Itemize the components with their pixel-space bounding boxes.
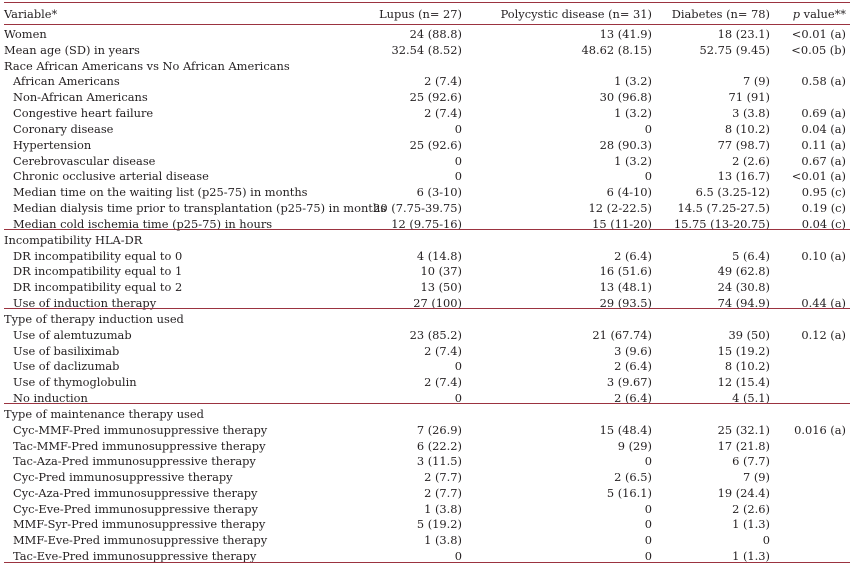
top-rule (4, 2, 850, 3)
cell-polycystic: 1 (3.2) (614, 74, 652, 88)
cell-polycystic: 0 (644, 502, 652, 516)
row-label: Type of therapy induction used (4, 312, 184, 326)
row-label: MMF-Eve-Pred immunosuppressive therapy (13, 533, 268, 547)
table-row (2, 168, 848, 184)
table-row (2, 422, 848, 438)
cell-diabetes: 18 (23.1) (717, 27, 770, 41)
cell-p-value: 0.10 (a) (801, 249, 846, 263)
section-header-row (2, 311, 848, 327)
cell-polycystic: 0 (644, 549, 652, 563)
table-row (2, 485, 848, 501)
row-label: Cyc-Eve-Pred immunosuppressive therapy (13, 502, 258, 516)
cell-p-value: 0.69 (a) (801, 106, 846, 120)
cell-p-value: 0.04 (a) (801, 122, 846, 136)
cell-polycystic: 5 (16.1) (606, 486, 652, 500)
header-rule (4, 24, 850, 25)
cell-polycystic: 3 (9.6) (614, 344, 652, 358)
table-row (2, 153, 848, 169)
table-header (2, 6, 848, 22)
row-label: Median time on the waiting list (p25-75) in months (13, 185, 308, 199)
table-row (2, 121, 848, 137)
cell-lupus: 6 (3-10) (416, 185, 462, 199)
table-row (2, 343, 848, 359)
cell-p-value: <0.01 (a) (791, 27, 846, 41)
header-polycystic: Polycystic disease (n= 31) (500, 7, 652, 21)
cell-diabetes: 6.5 (3.25-12) (695, 185, 770, 199)
cell-p-value: 0.95 (c) (801, 185, 846, 199)
cell-p-value: 0.67 (a) (801, 154, 846, 168)
cell-diabetes: 39 (50) (728, 328, 770, 342)
cell-polycystic: 16 (51.6) (599, 264, 652, 278)
table-row (2, 184, 848, 200)
cell-p-value: <0.01 (a) (791, 169, 846, 183)
header-lupus: Lupus (n= 27) (379, 7, 462, 21)
row-label: Congestive heart failure (13, 106, 154, 120)
table-row (2, 469, 848, 485)
cell-p-value: 0.19 (c) (801, 201, 846, 215)
table-row (2, 327, 848, 343)
row-label: Use of basiliximab (13, 344, 120, 358)
cell-diabetes: 1 (1.3) (732, 517, 770, 531)
row-label: African Americans (13, 74, 120, 88)
cell-polycystic: 30 (96.8) (599, 90, 652, 104)
cell-lupus: 32.54 (8.52) (391, 43, 462, 57)
cell-diabetes: 1 (1.3) (732, 549, 770, 563)
cell-p-value: 0.11 (a) (801, 138, 846, 152)
row-label: Tac-MMF-Pred immunosuppressive therapy (13, 439, 266, 453)
cell-polycystic: 0 (644, 533, 652, 547)
cell-lupus: 0 (454, 154, 462, 168)
cell-p-value: 0.12 (a) (801, 328, 846, 342)
section-header-row (2, 58, 848, 74)
table-row (2, 42, 848, 58)
cell-lupus: 0 (454, 391, 462, 405)
header-diabetes: Diabetes (n= 78) (671, 7, 770, 21)
row-label: Use of alemtuzumab (13, 328, 132, 342)
cell-polycystic: 48.62 (8.15) (581, 43, 652, 57)
cell-lupus: 6 (22.2) (416, 439, 462, 453)
cell-diabetes: 24 (30.8) (717, 280, 770, 294)
row-label: Median cold ischemia time (p25-75) in hours (13, 217, 273, 231)
cell-polycystic: 13 (41.9) (599, 27, 652, 41)
row-label: Race African Americans vs No African Americans (4, 59, 290, 73)
cell-polycystic: 15 (48.4) (599, 423, 652, 437)
cell-diabetes: 7 (9) (742, 470, 770, 484)
table-row (2, 200, 848, 216)
cell-lupus: 23 (85.2) (409, 328, 462, 342)
row-label: Non-African Americans (13, 90, 148, 104)
cell-diabetes: 0 (762, 533, 770, 547)
table-row (2, 26, 848, 42)
row-label: Use of induction therapy (13, 296, 157, 310)
cell-diabetes: 8 (10.2) (724, 359, 770, 373)
cell-diabetes: 19 (24.4) (717, 486, 770, 500)
cell-polycystic: 2 (6.4) (614, 249, 652, 263)
cell-diabetes: 2 (2.6) (732, 502, 770, 516)
row-label: Women (4, 27, 47, 41)
cell-lupus: 0 (454, 359, 462, 373)
section-rule (4, 229, 850, 230)
cell-diabetes: 52.75 (9.45) (699, 43, 770, 57)
cell-diabetes: 5 (6.4) (732, 249, 770, 263)
table-row (2, 73, 848, 89)
cell-lupus: 0 (454, 549, 462, 563)
cell-polycystic: 3 (9.67) (606, 375, 652, 389)
cell-polycystic: 15 (11-20) (592, 217, 652, 231)
cell-polycystic: 13 (48.1) (599, 280, 652, 294)
row-label: No induction (13, 391, 88, 405)
header-p-letter: p (792, 7, 801, 21)
table-row (2, 263, 848, 279)
cell-diabetes: 17 (21.8) (717, 439, 770, 453)
cell-diabetes: 49 (62.8) (717, 264, 770, 278)
row-label: Chronic occlusive arterial disease (13, 169, 209, 183)
cell-diabetes: 15.75 (13-20.75) (673, 217, 770, 231)
cell-diabetes: 8 (10.2) (724, 122, 770, 136)
cell-diabetes: 77 (98.7) (717, 138, 770, 152)
cell-lupus: 24 (88.8) (409, 27, 462, 41)
row-label: Use of daclizumab (13, 359, 120, 373)
cell-lupus: 5 (19.2) (416, 517, 462, 531)
cell-lupus: 2 (7.7) (424, 486, 462, 500)
cell-polycystic: 0 (644, 454, 652, 468)
table-row (2, 358, 848, 374)
cell-lupus: 0 (454, 169, 462, 183)
section-rule (4, 308, 850, 309)
cell-lupus: 1 (3.8) (424, 533, 462, 547)
cell-lupus: 20 (7.75-39.75) (373, 201, 462, 215)
cell-p-value: 0.58 (a) (801, 74, 846, 88)
cell-diabetes: 15 (19.2) (717, 344, 770, 358)
cell-diabetes: 4 (5.1) (732, 391, 770, 405)
cell-polycystic: 1 (3.2) (614, 106, 652, 120)
cell-lupus: 27 (100) (413, 296, 462, 310)
cell-diabetes: 3 (3.8) (732, 106, 770, 120)
row-label: Incompatibility HLA-DR (4, 233, 143, 247)
cell-lupus: 0 (454, 122, 462, 136)
row-label: Hypertension (13, 138, 92, 152)
row-label: Mean age (SD) in years (4, 43, 140, 57)
row-label: DR incompatibility equal to 2 (13, 280, 183, 294)
cell-p-value: <0.05 (b) (791, 43, 846, 57)
cell-diabetes: 6 (7.7) (732, 454, 770, 468)
cell-polycystic: 9 (29) (617, 439, 652, 453)
cell-lupus: 12 (9.75-16) (391, 217, 462, 231)
cell-lupus: 2 (7.4) (424, 375, 462, 389)
cell-diabetes: 12 (15.4) (717, 375, 770, 389)
cell-polycystic: 0 (644, 517, 652, 531)
row-label: Median dialysis time prior to transplantation (p25-75) in months (13, 201, 387, 215)
section-header-row (2, 406, 848, 422)
section-header-row (2, 232, 848, 248)
header-variable: Variable* (4, 7, 58, 21)
table-row (2, 105, 848, 121)
cell-lupus: 4 (14.8) (416, 249, 462, 263)
cell-lupus: 2 (7.4) (424, 74, 462, 88)
row-label: DR incompatibility equal to 0 (13, 249, 183, 263)
row-label: Type of maintenance therapy used (4, 407, 204, 421)
row-label: Cyc-Pred immunosuppressive therapy (13, 470, 233, 484)
cell-diabetes: 7 (9) (742, 74, 770, 88)
cell-lupus: 1 (3.8) (424, 502, 462, 516)
cell-diabetes: 14.5 (7.25-27.5) (677, 201, 770, 215)
cell-polycystic: 28 (90.3) (599, 138, 652, 152)
cell-lupus: 2 (7.4) (424, 344, 462, 358)
table-row (2, 137, 848, 153)
table-row (2, 248, 848, 264)
row-label: MMF-Syr-Pred immunosuppressive therapy (13, 517, 266, 531)
table-row (2, 89, 848, 105)
cell-p-value: 0.04 (c) (801, 217, 846, 231)
cell-diabetes: 13 (16.7) (717, 169, 770, 183)
cell-polycystic: 12 (2-22.5) (588, 201, 652, 215)
cell-polycystic: 2 (6.4) (614, 359, 652, 373)
section-rule (4, 403, 850, 404)
cell-polycystic: 0 (644, 122, 652, 136)
row-label: DR incompatibility equal to 1 (13, 264, 183, 278)
row-label: Use of thymoglobulin (13, 375, 137, 389)
cell-polycystic: 21 (67.74) (592, 328, 652, 342)
row-label: Cyc-MMF-Pred immunosuppressive therapy (13, 423, 268, 437)
cell-polycystic: 0 (644, 169, 652, 183)
cell-diabetes: 2 (2.6) (732, 154, 770, 168)
cell-diabetes: 74 (94.9) (717, 296, 770, 310)
cell-lupus: 13 (50) (420, 280, 462, 294)
cell-diabetes: 25 (32.1) (717, 423, 770, 437)
cell-lupus: 2 (7.7) (424, 470, 462, 484)
row-label: Tac-Eve-Pred immunosuppressive therapy (13, 549, 257, 563)
table-row (2, 453, 848, 469)
cell-lupus: 2 (7.4) (424, 106, 462, 120)
cell-p-value: 0.016 (a) (794, 423, 846, 437)
row-label: Cyc-Aza-Pred immunosuppressive therapy (13, 486, 258, 500)
table-row (2, 438, 848, 454)
cell-p-value: 0.44 (a) (801, 296, 846, 310)
cell-polycystic: 29 (93.5) (599, 296, 652, 310)
cell-polycystic: 2 (6.4) (614, 391, 652, 405)
cell-lupus: 25 (92.6) (409, 90, 462, 104)
table-row (2, 501, 848, 517)
table-row (2, 279, 848, 295)
cell-polycystic: 1 (3.2) (614, 154, 652, 168)
header-p-value (793, 6, 846, 22)
table-row (2, 374, 848, 390)
cell-lupus: 7 (26.9) (416, 423, 462, 437)
cell-lupus: 25 (92.6) (409, 138, 462, 152)
cell-polycystic: 6 (4-10) (606, 185, 652, 199)
row-label: Coronary disease (13, 122, 114, 136)
cell-lupus: 10 (37) (420, 264, 462, 278)
row-label: Cerebrovascular disease (13, 154, 156, 168)
cell-polycystic: 2 (6.5) (614, 470, 652, 484)
table-row (2, 532, 848, 548)
row-label: Tac-Aza-Pred immunosuppressive therapy (13, 454, 256, 468)
cell-diabetes: 71 (91) (728, 90, 770, 104)
cell-lupus: 3 (11.5) (416, 454, 462, 468)
table-row (2, 516, 848, 532)
header-p-suffix: value** (800, 7, 846, 21)
